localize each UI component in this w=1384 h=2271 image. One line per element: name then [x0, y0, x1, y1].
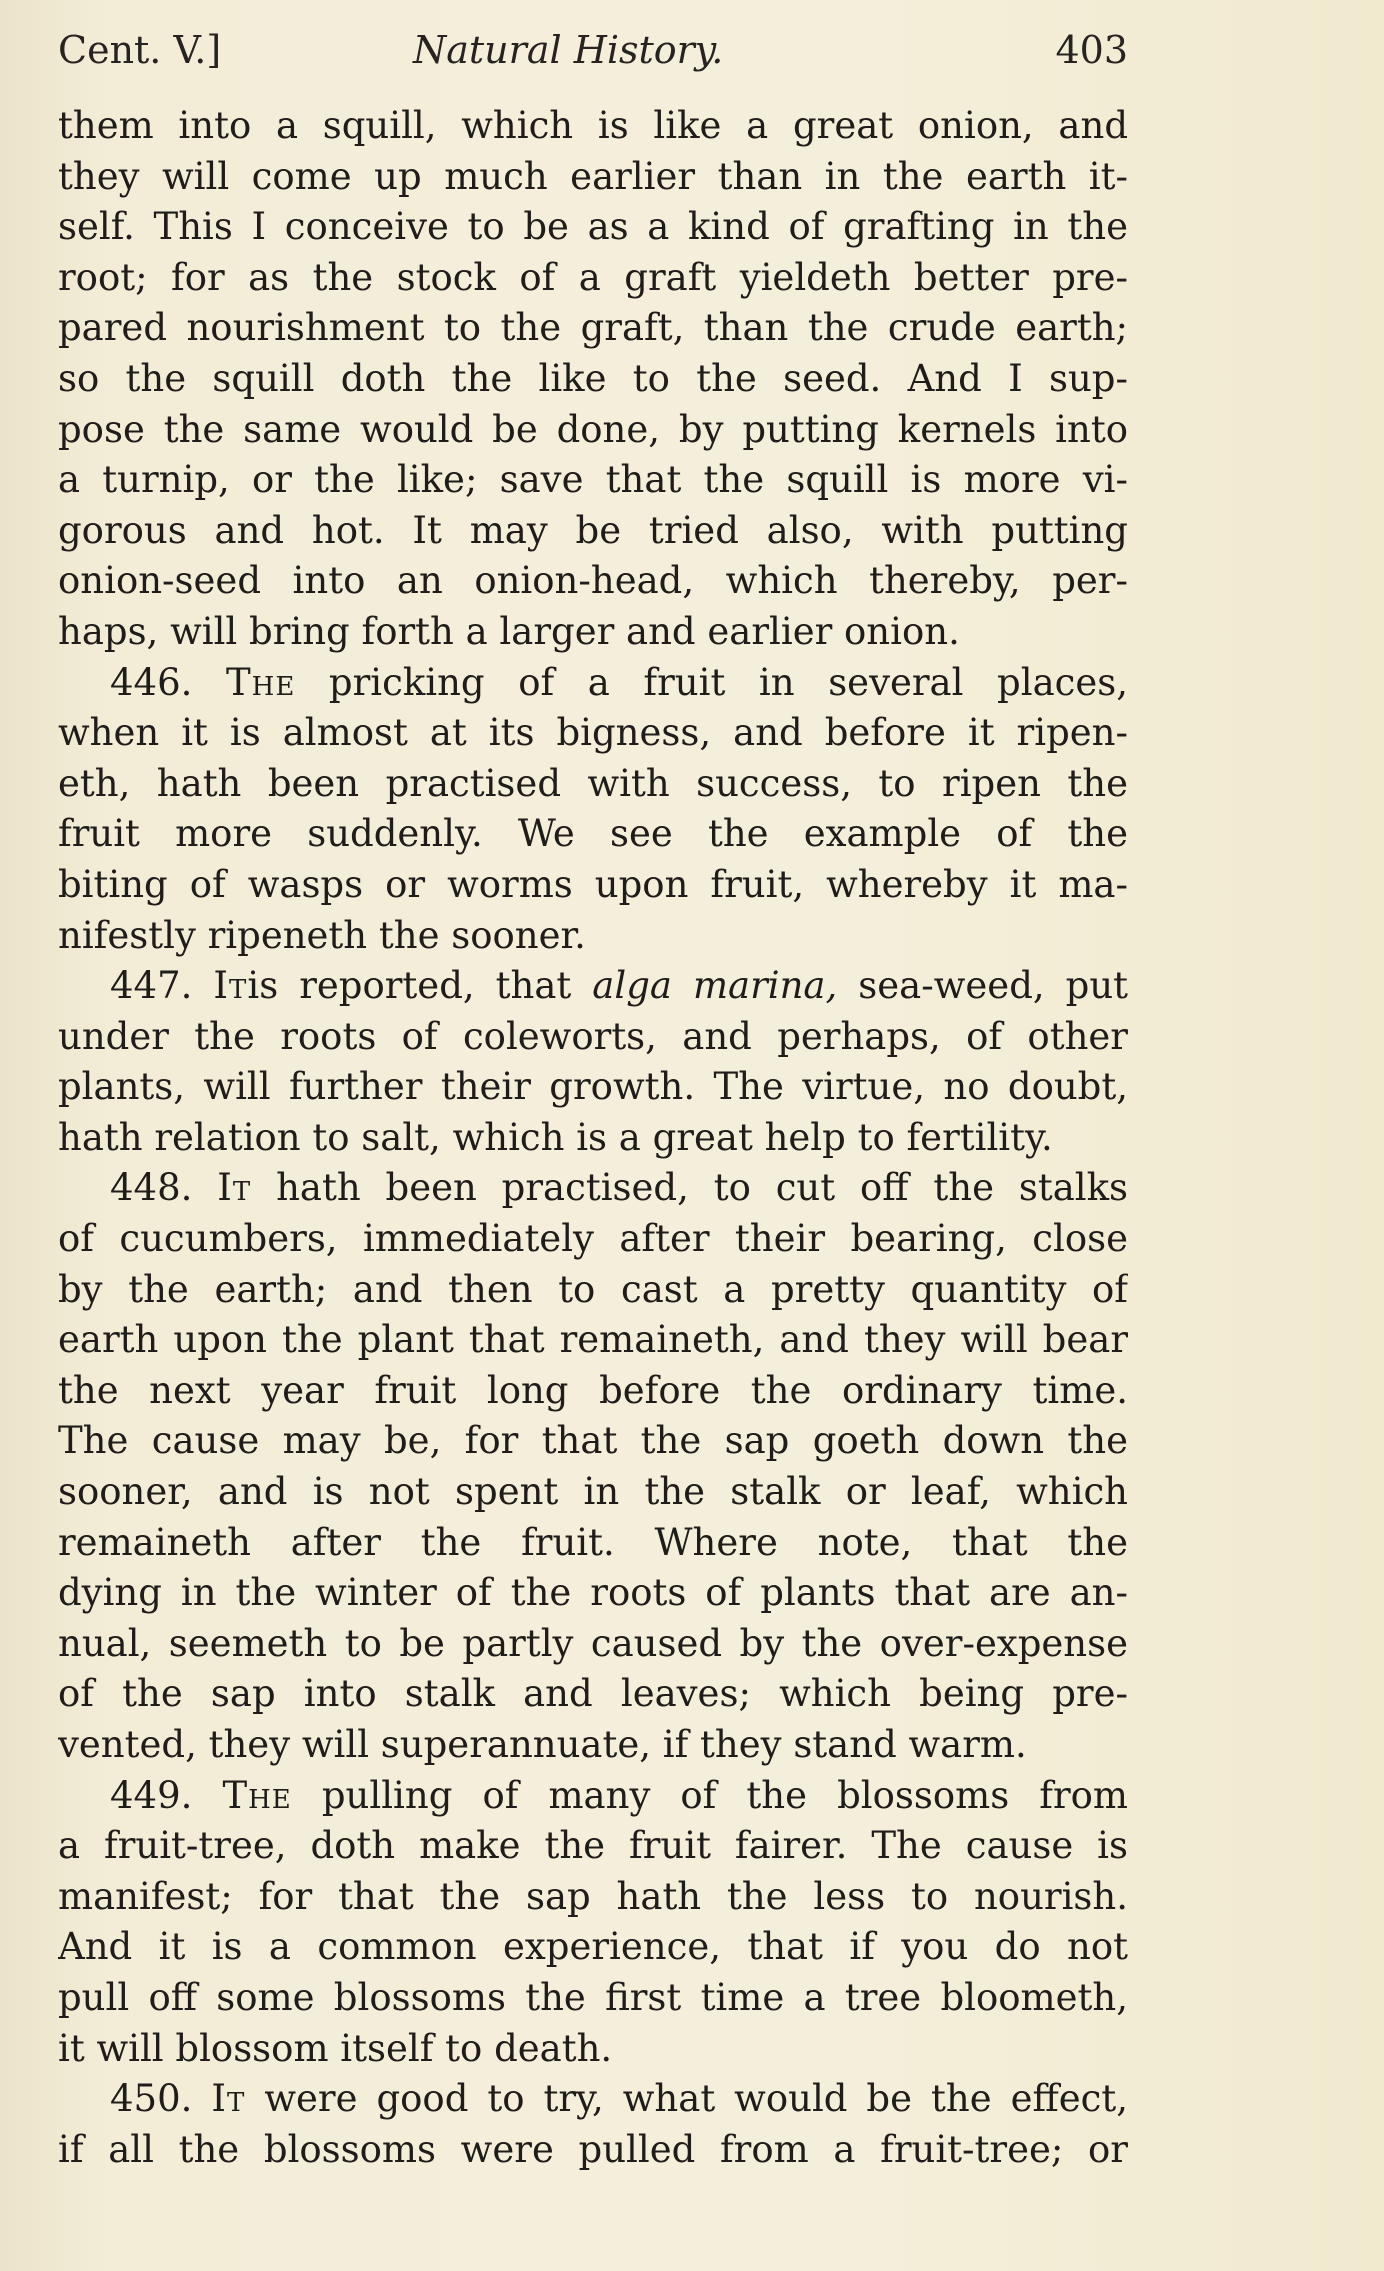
paragraph-446-start: 446. The pricking of a fruit in several places,: [110, 660, 1128, 704]
italic-term: alga marina,: [592, 964, 838, 1008]
body-text: [58, 101, 1128, 2175]
text-line: a turnip, or the like; save that the squill is more vi-: [58, 458, 1128, 502]
text-line: a fruit-tree, doth make the fruit fairer. The cause is: [58, 1824, 1128, 1868]
text-line: The cause may be, for that the sap goeth down the: [58, 1419, 1128, 1463]
text-line: pose the same would be done, by putting kernels into: [58, 407, 1128, 451]
text-line: gorous and hot. It may be tried also, with putting: [58, 508, 1128, 552]
text-line: it will blossom itself to death.: [58, 2026, 613, 2070]
text-line: of the sap into stalk and leaves; which being pre-: [58, 1672, 1128, 1716]
text-line: under the roots of coleworts, and perhaps, of other: [58, 1014, 1128, 1058]
paragraph-449-start: 449. The pulling of many of the blossoms from: [110, 1773, 1128, 1817]
text-line: so the squill doth the like to the seed. And I sup-: [58, 356, 1128, 400]
text-line: dying in the winter of the roots of plants that are an-: [58, 1571, 1128, 1615]
paragraph-number: 448.: [110, 1166, 193, 1210]
text-line: earth upon the plant that remaineth, and they will bear: [58, 1318, 1128, 1362]
paragraph-number: 449.: [110, 1773, 193, 1817]
text-line: hath relation to salt, which is a great help to fertility.: [58, 1115, 1053, 1159]
text-line: plants, will further their growth. The virtue, no doubt,: [58, 1065, 1128, 1109]
text-line: pull off some blossoms the first time a tree bloometh,: [58, 1975, 1128, 2019]
text-line: onion-seed into an onion-head, which thereby, per-: [58, 559, 1128, 603]
running-title: Natural History.: [413, 28, 724, 72]
paragraph-number: 450.: [110, 2077, 193, 2121]
text-line: of cucumbers, immediately after their bearing, close: [58, 1217, 1128, 1261]
section-label: Cent. V.]: [58, 28, 222, 72]
text-line: sooner, and is not spent in the stalk or leaf, which: [58, 1470, 1128, 1514]
text-line: fruit more suddenly. We see the example of the: [58, 812, 1128, 856]
paragraph-447-start: 447. Itis reported, that alga marina, sea-weed, put: [110, 964, 1128, 1008]
paragraph-number: 447.: [110, 964, 193, 1008]
page-number: 403: [1055, 28, 1128, 72]
text-line: vented, they will superannuate, if they stand warm.: [58, 1723, 1027, 1766]
text-line: pared nourishment to the graft, than the crude earth;: [58, 306, 1128, 350]
text-line: if all the blossoms were pulled from a fruit-tree; or: [58, 2127, 1128, 2171]
text-line: eth, hath been practised with success, to ripen the: [58, 761, 1128, 805]
page-header: [58, 28, 1128, 88]
text-line: they will come up much earlier than in the earth it-: [58, 154, 1128, 198]
text-line: biting of wasps or worms upon fruit, whereby it ma-: [58, 862, 1128, 906]
text-line: root; for as the stock of a graft yieldeth better pre-: [58, 255, 1128, 299]
text-line: the next year fruit long before the ordinary time.: [58, 1368, 1128, 1412]
paragraph-450-start: 450. It were good to try, what would be the effect,: [110, 2077, 1128, 2121]
text-line: self. This I conceive to be as a kind of grafting in the: [58, 205, 1128, 249]
text-line: them into a squill, which is like a great onion, and: [58, 104, 1128, 147]
paragraph-number: 446.: [110, 660, 193, 704]
text-line: remaineth after the fruit. Where note, that the: [58, 1520, 1128, 1564]
paragraph-448-start: 448. It hath been practised, to cut off the stalks: [110, 1166, 1128, 1210]
text-line: by the earth; and then to cast a pretty quantity of: [58, 1267, 1128, 1311]
text-line: manifest; for that the sap hath the less to nourish.: [58, 1874, 1128, 1918]
text-line: nual, seemeth to be partly caused by the over-expense: [58, 1621, 1128, 1665]
text-line: And it is a common experience, that if you do not: [58, 1925, 1128, 1969]
text-line: haps, will bring forth a larger and earlier onion.: [58, 609, 960, 653]
text-line: nifestly ripeneth the sooner.: [58, 913, 586, 957]
text-line: when it is almost at its bigness, and before it ripen-: [58, 711, 1128, 755]
